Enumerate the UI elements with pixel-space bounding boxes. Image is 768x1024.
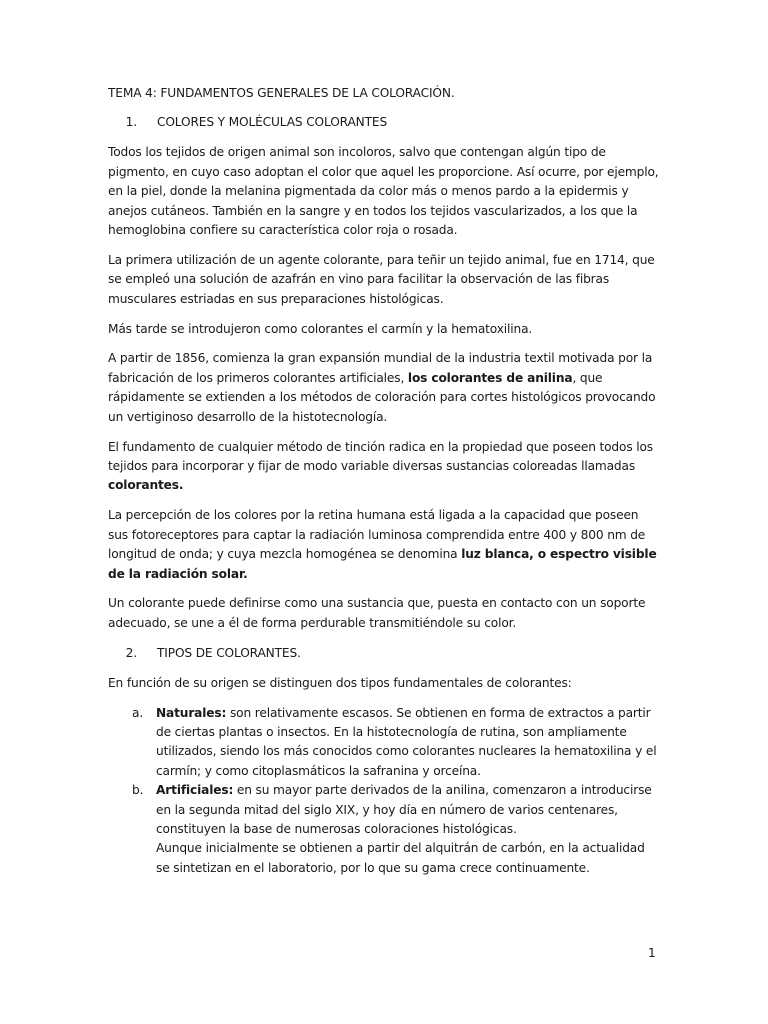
paragraph: La primera utilización de un agente colorante, para teñir un tejido animal, fue en 1714, que se empleó una solución de azafrán en vino para facilitar la observación de las fibras musculares estriadas en sus preparaciones histológicas. [108,252,655,306]
document-body [108,84,660,878]
list-marker: a. [132,705,144,720]
list-item-text: en su mayor parte derivados de la anilina, comenzaron a introducirse en la segunda mitad del siglo XIX, y hoy día en número de varios centenares, constituyen la base de numerosas coloraciones histológicas. [156,783,652,836]
list-item-body [156,704,660,782]
paragraph-text: , que rápidamente se extienden a los métodos de coloración para cortes histológicos provocando un vertiginoso desarrollo de la histotecnología. [108,370,656,424]
section-heading-1 [108,113,660,132]
paragraph-text: El fundamento de cualquier método de tinción radica en la propiedad que poseen todos los tejidos para incorporar y fijar de modo variable diversas sustancias coloreadas llamadas [108,439,653,473]
bold-text: los colorantes de anilina [407,370,573,385]
paragraph: Más tarde se introdujeron como colorantes el carmín y la hematoxilina. [108,321,533,336]
section-title: COLORES Y MOLÉCULAS COLORANTES [157,115,388,130]
list-marker: b. [132,783,144,798]
paragraph [108,506,660,584]
paragraph: Todos los tejidos de origen animal son incoloros, salvo que contengan algún tipo de pigmento, en cuyo caso adoptan el color que aquel les proporcione. Así ocurre, por ejemplo, en la piel, donde la melanina pigmentada da color más o menos pardo a la epidermis y anejos cutáneos. También en la sangre y en todos los tejidos vascularizados, a los que la hemoglobina confiere su característica color roja o rosada. [108,145,659,237]
bold-text: Naturales: [156,705,227,720]
list-item-body [156,781,660,878]
section-number: 2. [125,645,137,660]
document-title: TEMA 4: FUNDAMENTOS GENERALES DE LA COLORACIÓN. [108,86,455,100]
paragraph [108,349,660,427]
paragraph: En función de su origen se distinguen dos tipos fundamentales de colorantes: [108,675,572,690]
bold-text: colorantes. [108,478,184,493]
list-item-continuation: Aunque inicialmente se obtienen a partir del alquitrán de carbón, en la actualidad se sintetizan en el laboratorio, por lo que su gama crece continuamente. [156,841,645,875]
bold-text: luz blanca, o espectro visible de la radiación solar. [108,547,657,581]
bold-text: Artificiales: [156,783,234,798]
list-item [108,704,660,782]
list-item-text: son relativamente escasos. Se obtienen en forma de extractos a partir de ciertas plantas o insectos. En la histotecnología de rutina, son ampliamente utilizados, siendo los más conocidos como colorantes nucleares la hematoxilina y el carmín; y como citoplasmáticos la safranina y orceína. [156,705,657,778]
paragraph [108,438,660,496]
paragraph-text: La percepción de los colores por la retina humana está ligada a la capacidad que poseen sus fotoreceptores para captar la radiación luminosa comprendida entre 400 y 800 nm de longitud de onda; y cuya mezcla homogénea se denomina [108,508,646,562]
paragraph-text: A partir de 1856, comienza la gran expansión mundial de la industria textil motivada por la fabricación de los primeros colorantes artificiales, [108,351,653,385]
paragraph: Un colorante puede definirse como una sustancia que, puesta en contacto con un soporte adecuado, se une a él de forma perdurable transmitiéndole su color. [108,596,646,630]
section-heading-2 [108,644,660,663]
section-number: 1. [125,115,137,130]
list-item [108,781,660,878]
colorant-types-list [108,704,660,879]
section-title: TIPOS DE COLORANTES. [157,645,301,660]
page-number: 1 [648,946,656,960]
